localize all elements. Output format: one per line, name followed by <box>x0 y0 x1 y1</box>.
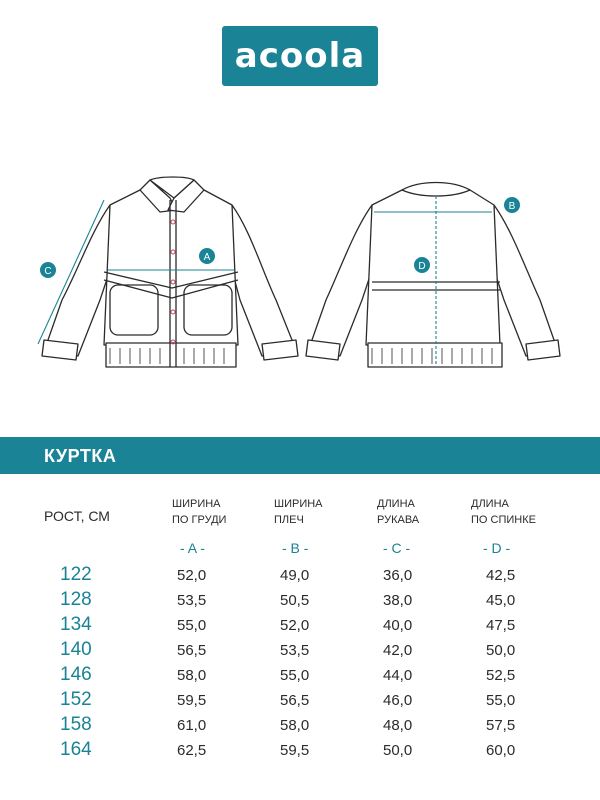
cell-sleeve-length: 50,0 <box>383 742 413 759</box>
cell-back-length: 45,0 <box>486 592 516 609</box>
column-header-sleeve-length: ДЛИНА РУКАВА <box>377 498 420 526</box>
cell-sleeve-length: 48,0 <box>383 717 413 734</box>
cell-sleeve-length: 38,0 <box>383 592 413 609</box>
cell-back-length: 50,0 <box>486 642 516 659</box>
cell-chest-width: 58,0 <box>177 667 207 684</box>
cell-chest-width: 52,0 <box>177 567 207 584</box>
cell-shoulder-width: 59,5 <box>280 742 310 759</box>
row-size: 122 <box>60 564 92 585</box>
column-letter-c: - C - <box>383 540 411 556</box>
marker-a-label: A <box>203 252 211 263</box>
cell-chest-width: 55,0 <box>177 617 207 634</box>
cell-back-length: 47,5 <box>486 617 516 634</box>
cell-sleeve-length: 42,0 <box>383 642 413 659</box>
marker-c-label: C <box>44 266 52 277</box>
row-size: 134 <box>60 614 92 635</box>
jacket-technical-drawing <box>0 150 600 390</box>
marker-b-label: B <box>508 201 516 212</box>
cell-back-length: 60,0 <box>486 742 516 759</box>
cell-sleeve-length: 44,0 <box>383 667 413 684</box>
cell-sleeve-length: 46,0 <box>383 692 413 709</box>
cell-sleeve-length: 36,0 <box>383 567 413 584</box>
row-size: 146 <box>60 664 92 685</box>
jacket-back-view <box>306 183 560 368</box>
cell-shoulder-width: 53,5 <box>280 642 310 659</box>
cell-back-length: 55,0 <box>486 692 516 709</box>
column-letter-d: - D - <box>483 540 511 556</box>
brand-logo <box>222 26 378 86</box>
cell-back-length: 42,5 <box>486 567 516 584</box>
brand-logo-text: acoola <box>234 36 366 76</box>
row-size: 158 <box>60 714 92 735</box>
cell-chest-width: 59,5 <box>177 692 207 709</box>
cell-shoulder-width: 58,0 <box>280 717 310 734</box>
column-letter-a: - A - <box>180 540 205 556</box>
row-size: 164 <box>60 739 92 760</box>
cell-back-length: 57,5 <box>486 717 516 734</box>
row-size: 140 <box>60 639 92 660</box>
cell-chest-width: 61,0 <box>177 717 207 734</box>
column-letter-b: - B - <box>282 540 309 556</box>
cell-back-length: 52,5 <box>486 667 516 684</box>
column-header-shoulder-width: ШИРИНА ПЛЕЧ <box>274 498 323 526</box>
cell-shoulder-width: 56,5 <box>280 692 310 709</box>
row-size: 128 <box>60 589 92 610</box>
cell-shoulder-width: 52,0 <box>280 617 310 634</box>
height-column-header: РОСТ, СМ <box>44 508 110 524</box>
cell-chest-width: 53,5 <box>177 592 207 609</box>
marker-d-label: D <box>418 261 426 272</box>
cell-chest-width: 56,5 <box>177 642 207 659</box>
row-size: 152 <box>60 689 92 710</box>
product-title: КУРТКА <box>44 446 117 466</box>
product-banner <box>0 437 600 474</box>
cell-shoulder-width: 55,0 <box>280 667 310 684</box>
cell-sleeve-length: 40,0 <box>383 617 413 634</box>
column-header-chest-width: ШИРИНА ПО ГРУДИ <box>172 498 227 526</box>
column-header-back-length: ДЛИНА ПО СПИНКЕ <box>471 498 536 526</box>
cell-chest-width: 62,5 <box>177 742 207 759</box>
cell-shoulder-width: 50,5 <box>280 592 310 609</box>
cell-shoulder-width: 49,0 <box>280 567 310 584</box>
